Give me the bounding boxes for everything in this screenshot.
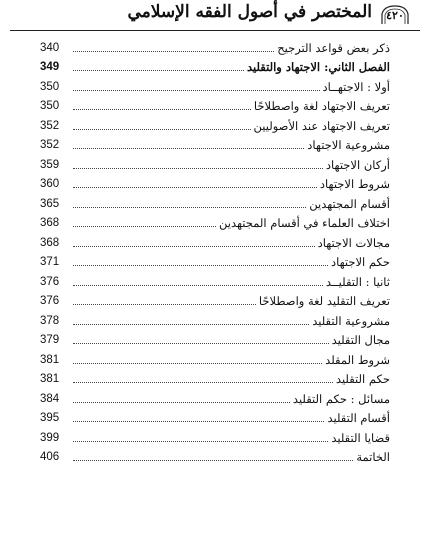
dot-leader <box>73 323 309 325</box>
toc-entry-title: مشروعية الاجتهاد <box>307 138 390 152</box>
dot-leader <box>73 167 323 169</box>
toc-page-number: 371 <box>40 256 60 268</box>
toc-page-number: 368 <box>40 217 60 229</box>
dot-leader <box>73 225 216 227</box>
toc-entry-title: أركان الاجتهاد <box>325 157 390 172</box>
toc-page-number: 352 <box>40 119 60 132</box>
dot-leader <box>73 420 324 422</box>
toc-entry-title: أقسام المجتهدين <box>309 196 390 211</box>
toc-entry-title: مشروعية التقليد <box>312 313 390 328</box>
toc-page-number: 379 <box>40 334 60 346</box>
toc-entry <box>30 56 390 76</box>
page-header <box>0 0 430 34</box>
dot-leader <box>73 401 290 403</box>
toc-entry-title: ذكر بعض قواعد الترجيح <box>277 40 390 55</box>
toc-page-number: 340 <box>40 41 60 54</box>
dot-leader <box>73 362 322 364</box>
toc-page-number: 395 <box>40 412 60 424</box>
toc-entry-title: أولا : الاجتهــاد <box>322 79 390 94</box>
book-title: المختصر في أصول الفقه الإسلامي <box>127 2 372 22</box>
toc-entry <box>30 36 390 56</box>
toc-entry <box>30 173 390 193</box>
toc-entry-title: الفصل الثاني: الاجتهاد والتقليد <box>246 60 390 74</box>
toc-entry-title: الخاتمة <box>356 450 390 464</box>
toc-entry-title: شروط المقلد <box>325 352 390 367</box>
toc-entry <box>30 387 390 407</box>
toc-page-number: 378 <box>40 314 60 327</box>
dot-leader <box>73 264 328 266</box>
toc-page-number: 350 <box>40 100 60 112</box>
toc-entry-title: قضايا التقليد <box>331 430 390 445</box>
toc-entry <box>30 231 390 251</box>
page-number-badge <box>380 4 410 26</box>
dot-leader <box>73 245 315 247</box>
toc-entry <box>30 348 390 368</box>
dot-leader <box>73 89 320 91</box>
dot-leader <box>73 108 251 110</box>
toc-entry <box>30 329 390 349</box>
toc-entry <box>30 426 390 446</box>
toc-entry-title: مجال التقليد <box>331 333 390 347</box>
toc-entry <box>30 75 390 95</box>
toc-entry <box>30 95 390 115</box>
toc-entry-title: أقسام التقليد <box>327 411 390 425</box>
toc-entry-title: حكم التقليد <box>335 372 390 386</box>
toc-entry <box>30 270 390 290</box>
toc-page-number: 376 <box>40 275 60 288</box>
toc-page-number: 376 <box>40 295 60 307</box>
dot-leader <box>73 303 256 305</box>
toc-entry-title: تعريف الاجتهاد عند الأصوليين <box>253 118 390 133</box>
toc-entry <box>30 153 390 173</box>
toc-page-number: 406 <box>40 451 60 463</box>
toc-entry-title: حكم الاجتهاد <box>330 255 390 269</box>
dot-leader <box>73 69 244 71</box>
toc-entry <box>30 446 390 466</box>
toc-entry <box>30 114 390 134</box>
toc-entry <box>30 251 390 271</box>
dot-leader <box>73 50 274 52</box>
dot-leader <box>73 342 329 344</box>
toc-entry-title: شروط الاجتهاد <box>319 177 390 191</box>
toc-entry <box>30 309 390 329</box>
header-divider <box>10 30 420 31</box>
toc-page-number: 368 <box>40 236 60 249</box>
toc-entry <box>30 134 390 154</box>
toc-page-number: 384 <box>40 392 60 405</box>
toc-entry-title: تعريف التقليد لغة واصطلاحًا <box>258 294 390 308</box>
toc-page-number: 359 <box>40 158 60 171</box>
toc-entry-title: ثانيا : التقليــد <box>325 274 390 289</box>
toc-entry-title: مجالات الاجتهاد <box>317 235 390 250</box>
toc-entry <box>30 290 390 310</box>
toc-page-number: 360 <box>40 178 60 190</box>
toc-page-number: 381 <box>40 373 60 385</box>
toc-entry <box>30 407 390 427</box>
toc-page-number: 352 <box>40 139 60 151</box>
toc-page-number: 381 <box>40 353 60 366</box>
toc-entry-title: اختلاف العلماء في أقسام المجتهدين <box>219 216 390 230</box>
dot-leader <box>73 284 323 286</box>
toc-page-number: 350 <box>40 80 60 93</box>
dot-leader <box>73 147 304 149</box>
toc-page-number: 399 <box>40 431 60 444</box>
toc-entry-title: مسائل : حكم التقليد <box>292 391 390 406</box>
dot-leader <box>73 186 317 188</box>
table-of-contents <box>30 36 390 465</box>
dot-leader <box>73 128 251 130</box>
toc-entry <box>30 192 390 212</box>
dot-leader <box>73 381 333 383</box>
dot-leader <box>73 459 353 461</box>
page-number: ٤٢٠ <box>386 8 404 22</box>
toc-entry <box>30 368 390 388</box>
dot-leader <box>73 440 328 442</box>
toc-page-number: 365 <box>40 197 60 210</box>
toc-entry-title: تعريف الاجتهاد لغة واصطلاحًا <box>253 99 390 113</box>
toc-page-number: 349 <box>40 61 60 73</box>
toc-entry <box>30 212 390 232</box>
dot-leader <box>73 206 306 208</box>
